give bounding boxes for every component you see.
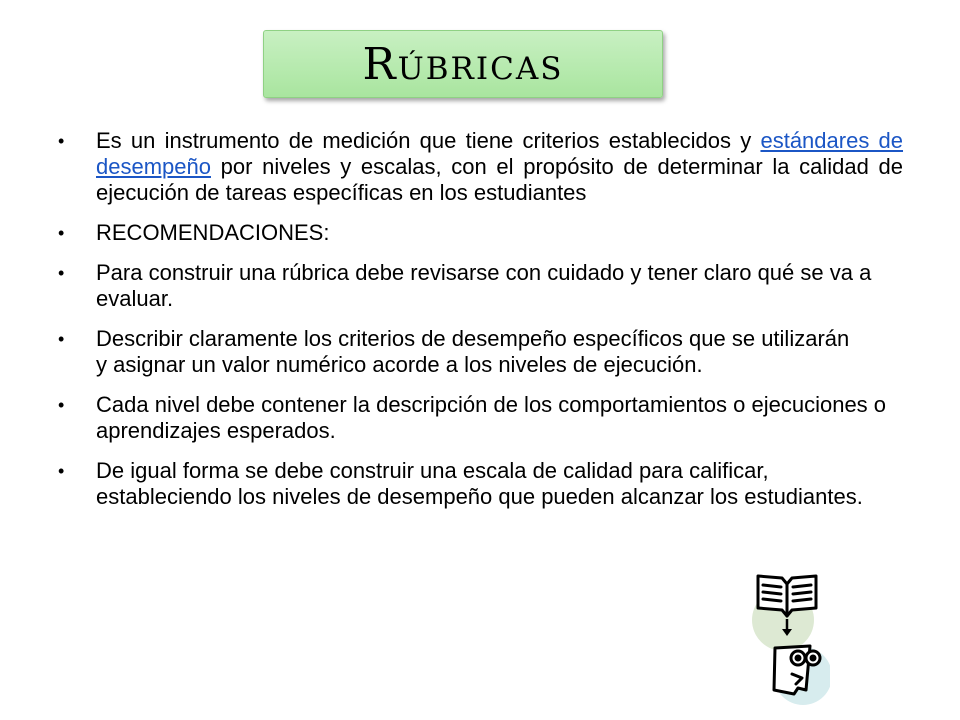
bullet-dot: • (58, 395, 65, 415)
bullet-list (58, 128, 903, 524)
bullet-dot: • (58, 329, 65, 349)
recommendations-heading: RECOMENDACIONES: (96, 220, 330, 245)
describe-text: Describir claramente los criterios de desempeño específicos que se utilizarán y asignar un valor numérico acorde a los niveles de ejecución. (96, 326, 850, 377)
bullet-item-definition (58, 128, 903, 206)
definition-before: Es un instrumento de medición que tiene criterios establecidos y (96, 128, 761, 153)
definition-text (96, 128, 903, 206)
bullet-item-construct (58, 260, 903, 312)
bullet-item-recommendations (58, 220, 903, 246)
book-reader-icon (750, 570, 830, 705)
bullet-dot: • (58, 131, 65, 151)
slide-title: Rúbricas (362, 38, 564, 90)
bullet-item-describe (58, 326, 903, 378)
levels-text: Cada nivel debe contener la descripción de los comportamientos o ejecuciones o aprendizajes esperados. (96, 392, 887, 443)
bullet-dot: • (58, 461, 65, 481)
definition-after: por niveles y escalas, con el propósito de determinar la calidad de ejecución de tareas específicas en los estudiantes (96, 154, 903, 205)
bullet-dot: • (58, 223, 65, 243)
standards-link[interactable]: estándares de desempeño (96, 128, 904, 179)
bullet-item-levels (58, 392, 903, 444)
scale-text: De igual forma se debe construir una escala de calidad para calificar, estableciendo los niveles de desempeño que pueden alcanzar los estudiantes. (96, 458, 863, 509)
title-box (263, 30, 663, 98)
bullet-dot: • (58, 263, 65, 283)
construct-text: Para construir una rúbrica debe revisarse con cuidado y tener claro qué se va a evaluar. (96, 260, 872, 311)
open-book-icon (758, 576, 816, 616)
bullet-item-scale (58, 458, 903, 510)
